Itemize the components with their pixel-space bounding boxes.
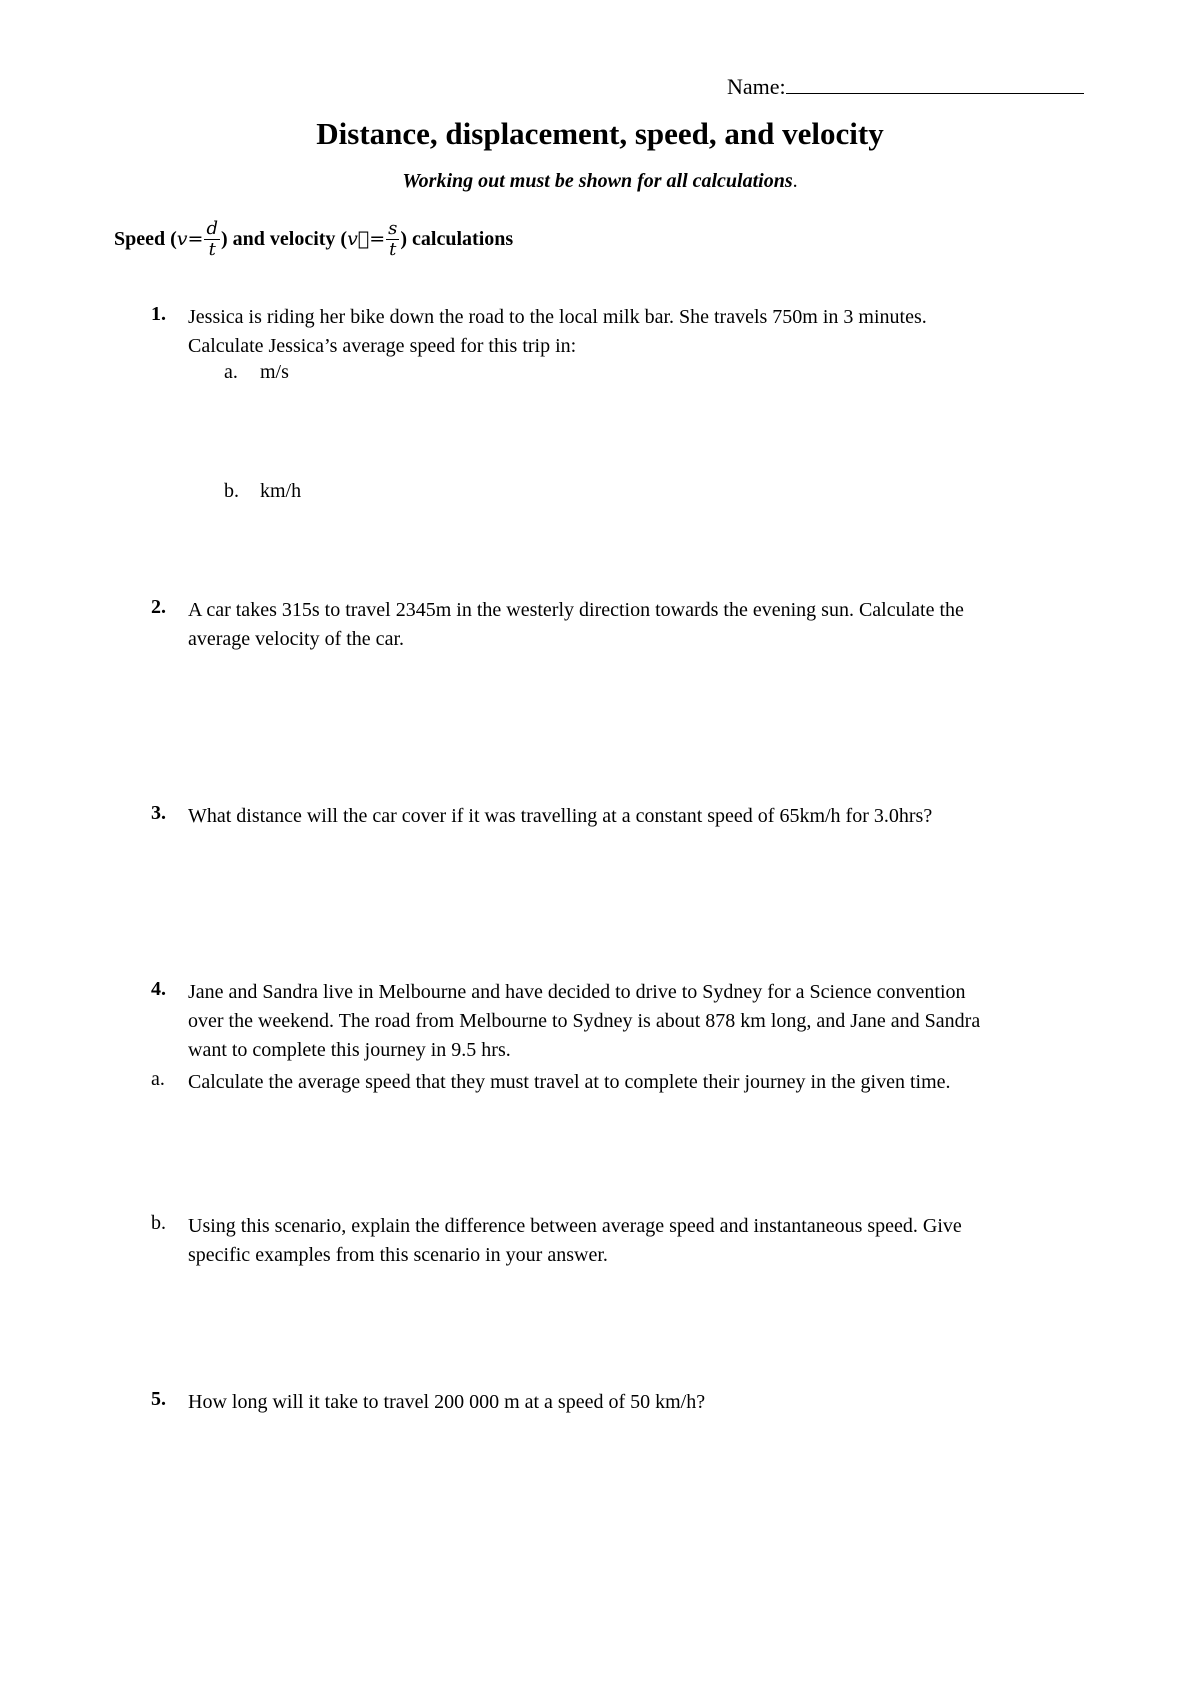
name-blank-line[interactable] bbox=[786, 75, 1084, 94]
question-4b-line-1: Using this scenario, explain the difference between average speed and instantaneous speed. Give bbox=[188, 1215, 962, 1237]
instructions bbox=[0, 170, 1200, 193]
question-1b-label: b. bbox=[224, 480, 239, 502]
section-heading-part3: ) calculations bbox=[400, 227, 514, 250]
velocity-variable: v⃗ bbox=[347, 228, 370, 250]
question-4-text bbox=[188, 978, 1088, 1065]
question-5-text: How long will it take to travel 200 000 m at a speed of 50 km/h? bbox=[188, 1391, 706, 1413]
velocity-formula-fraction bbox=[386, 219, 399, 260]
question-1-number: 1. bbox=[151, 303, 166, 325]
question-2-text bbox=[188, 596, 1088, 654]
question-1a-label: a. bbox=[224, 361, 238, 383]
name-label: Name: bbox=[727, 74, 786, 99]
speed-variable: v bbox=[176, 228, 188, 250]
question-4b-label: b. bbox=[151, 1212, 166, 1234]
question-1-line-2: Calculate Jessica’s average speed for this trip in: bbox=[188, 335, 577, 357]
question-2-number: 2. bbox=[151, 596, 166, 618]
question-1-text bbox=[188, 303, 1088, 361]
question-4a-label: a. bbox=[151, 1068, 165, 1090]
question-4-line-2: over the weekend. The road from Melbourne to Sydney is about 878 km long, and Jane and Sandra bbox=[188, 1010, 981, 1032]
question-4-line-1: Jane and Sandra live in Melbourne and have decided to drive to Sydney for a Science convention bbox=[188, 981, 966, 1003]
name-field bbox=[727, 74, 1084, 100]
section-heading-part2: ) and velocity ( bbox=[220, 227, 348, 250]
speed-numerator: d bbox=[206, 217, 218, 239]
instructions-period: . bbox=[792, 170, 798, 192]
question-1b-text: km/h bbox=[260, 480, 302, 502]
page-title: Distance, displacement, speed, and velocity bbox=[316, 116, 884, 151]
question-2-line-1: A car takes 315s to travel 2345m in the westerly direction towards the evening sun. Calculate the bbox=[188, 599, 964, 621]
question-2-line-2: average velocity of the car. bbox=[188, 628, 404, 650]
speed-formula-fraction bbox=[204, 219, 220, 260]
question-5-number: 5. bbox=[151, 1388, 166, 1410]
velocity-equals: = bbox=[369, 228, 386, 250]
speed-denominator: t bbox=[208, 238, 216, 260]
velocity-numerator: s bbox=[388, 217, 398, 239]
section-heading bbox=[114, 212, 513, 266]
velocity-denominator: t bbox=[389, 238, 397, 260]
question-1a-text: m/s bbox=[260, 361, 289, 383]
question-4-line-3: want to complete this journey in 9.5 hrs. bbox=[188, 1039, 511, 1061]
question-4b-text bbox=[188, 1212, 1088, 1270]
instructions-text: Working out must be shown for all calculations bbox=[402, 170, 793, 192]
question-4-number: 4. bbox=[151, 978, 166, 1000]
question-1-line-1: Jessica is riding her bike down the road to the local milk bar. She travels 750m in 3 minutes. bbox=[188, 306, 927, 328]
question-4b-line-2: specific examples from this scenario in your answer. bbox=[188, 1244, 608, 1266]
speed-equals: = bbox=[187, 228, 204, 250]
section-heading-part1: Speed ( bbox=[114, 227, 177, 250]
question-4a-text: Calculate the average speed that they must travel at to complete their journey in the given time. bbox=[188, 1071, 951, 1093]
question-3-text: What distance will the car cover if it was travelling at a constant speed of 65km/h for 3.0hrs? bbox=[188, 805, 933, 827]
question-3-number: 3. bbox=[151, 802, 166, 824]
